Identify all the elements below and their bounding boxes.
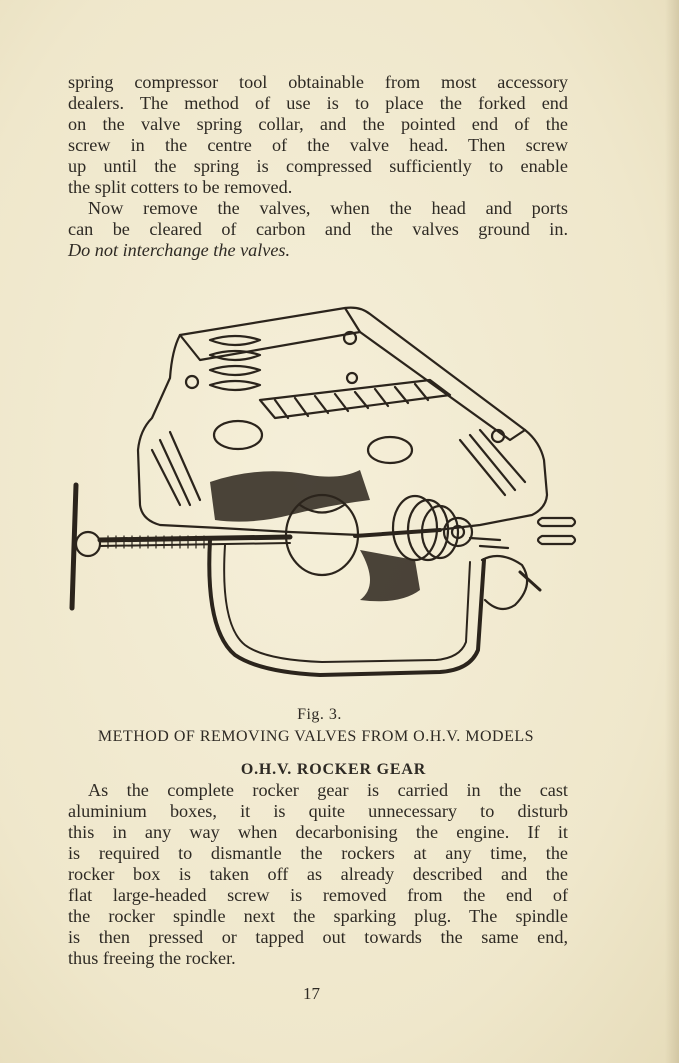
figure-caption: METHOD OF REMOVING VALVES FROM O.H.V. MODELS	[97, 728, 535, 745]
paragraph-rocker-gear	[68, 780, 568, 969]
paragraph-spring-compressor	[68, 72, 568, 198]
text-line: can be cleared of carbon and the valves ground in.	[68, 219, 568, 239]
figure-number: Fig. 3.	[297, 706, 342, 723]
paragraph-remove-valves	[68, 198, 568, 261]
page-edge-shadow	[665, 0, 679, 1063]
text-line: the split cotters to be removed.	[68, 177, 293, 197]
text-line: rocker box is taken off as already described and the	[68, 864, 568, 884]
valve-removal-illustration	[60, 300, 580, 700]
text-line: screw in the centre of the valve head. Then screw	[68, 135, 568, 155]
text-line: As the complete rocker gear is carried in the cast	[88, 780, 568, 800]
text-line: spring compressor tool obtainable from most accessory	[68, 72, 568, 92]
italic-note: Do not interchange the valves.	[68, 240, 291, 260]
text-line: up until the spring is compressed sufficiently to enable	[68, 156, 568, 176]
text-line: on the valve spring collar, and the pointed end of the	[68, 114, 568, 134]
text-line: the rocker spindle next the sparking plug. The spindle	[68, 906, 568, 926]
page-number: 17	[303, 984, 320, 1003]
text-line: this in any way when decarbonising the engine. If it	[68, 822, 568, 842]
text-line: flat large-headed screw is removed from the end of	[68, 885, 568, 905]
text-line: aluminium boxes, it is quite unnecessary to disturb	[68, 801, 568, 821]
text-line: dealers. The method of use is to place the forked end	[68, 93, 568, 113]
text-line: is required to dismantle the rockers at any time, the	[68, 843, 568, 863]
text-line: is then pressed or tapped out towards the same end,	[68, 927, 568, 947]
text-line: Now remove the valves, when the head and ports	[88, 198, 568, 218]
section-heading: O.H.V. ROCKER GEAR	[240, 761, 427, 778]
text-line: thus freeing the rocker.	[68, 948, 236, 968]
